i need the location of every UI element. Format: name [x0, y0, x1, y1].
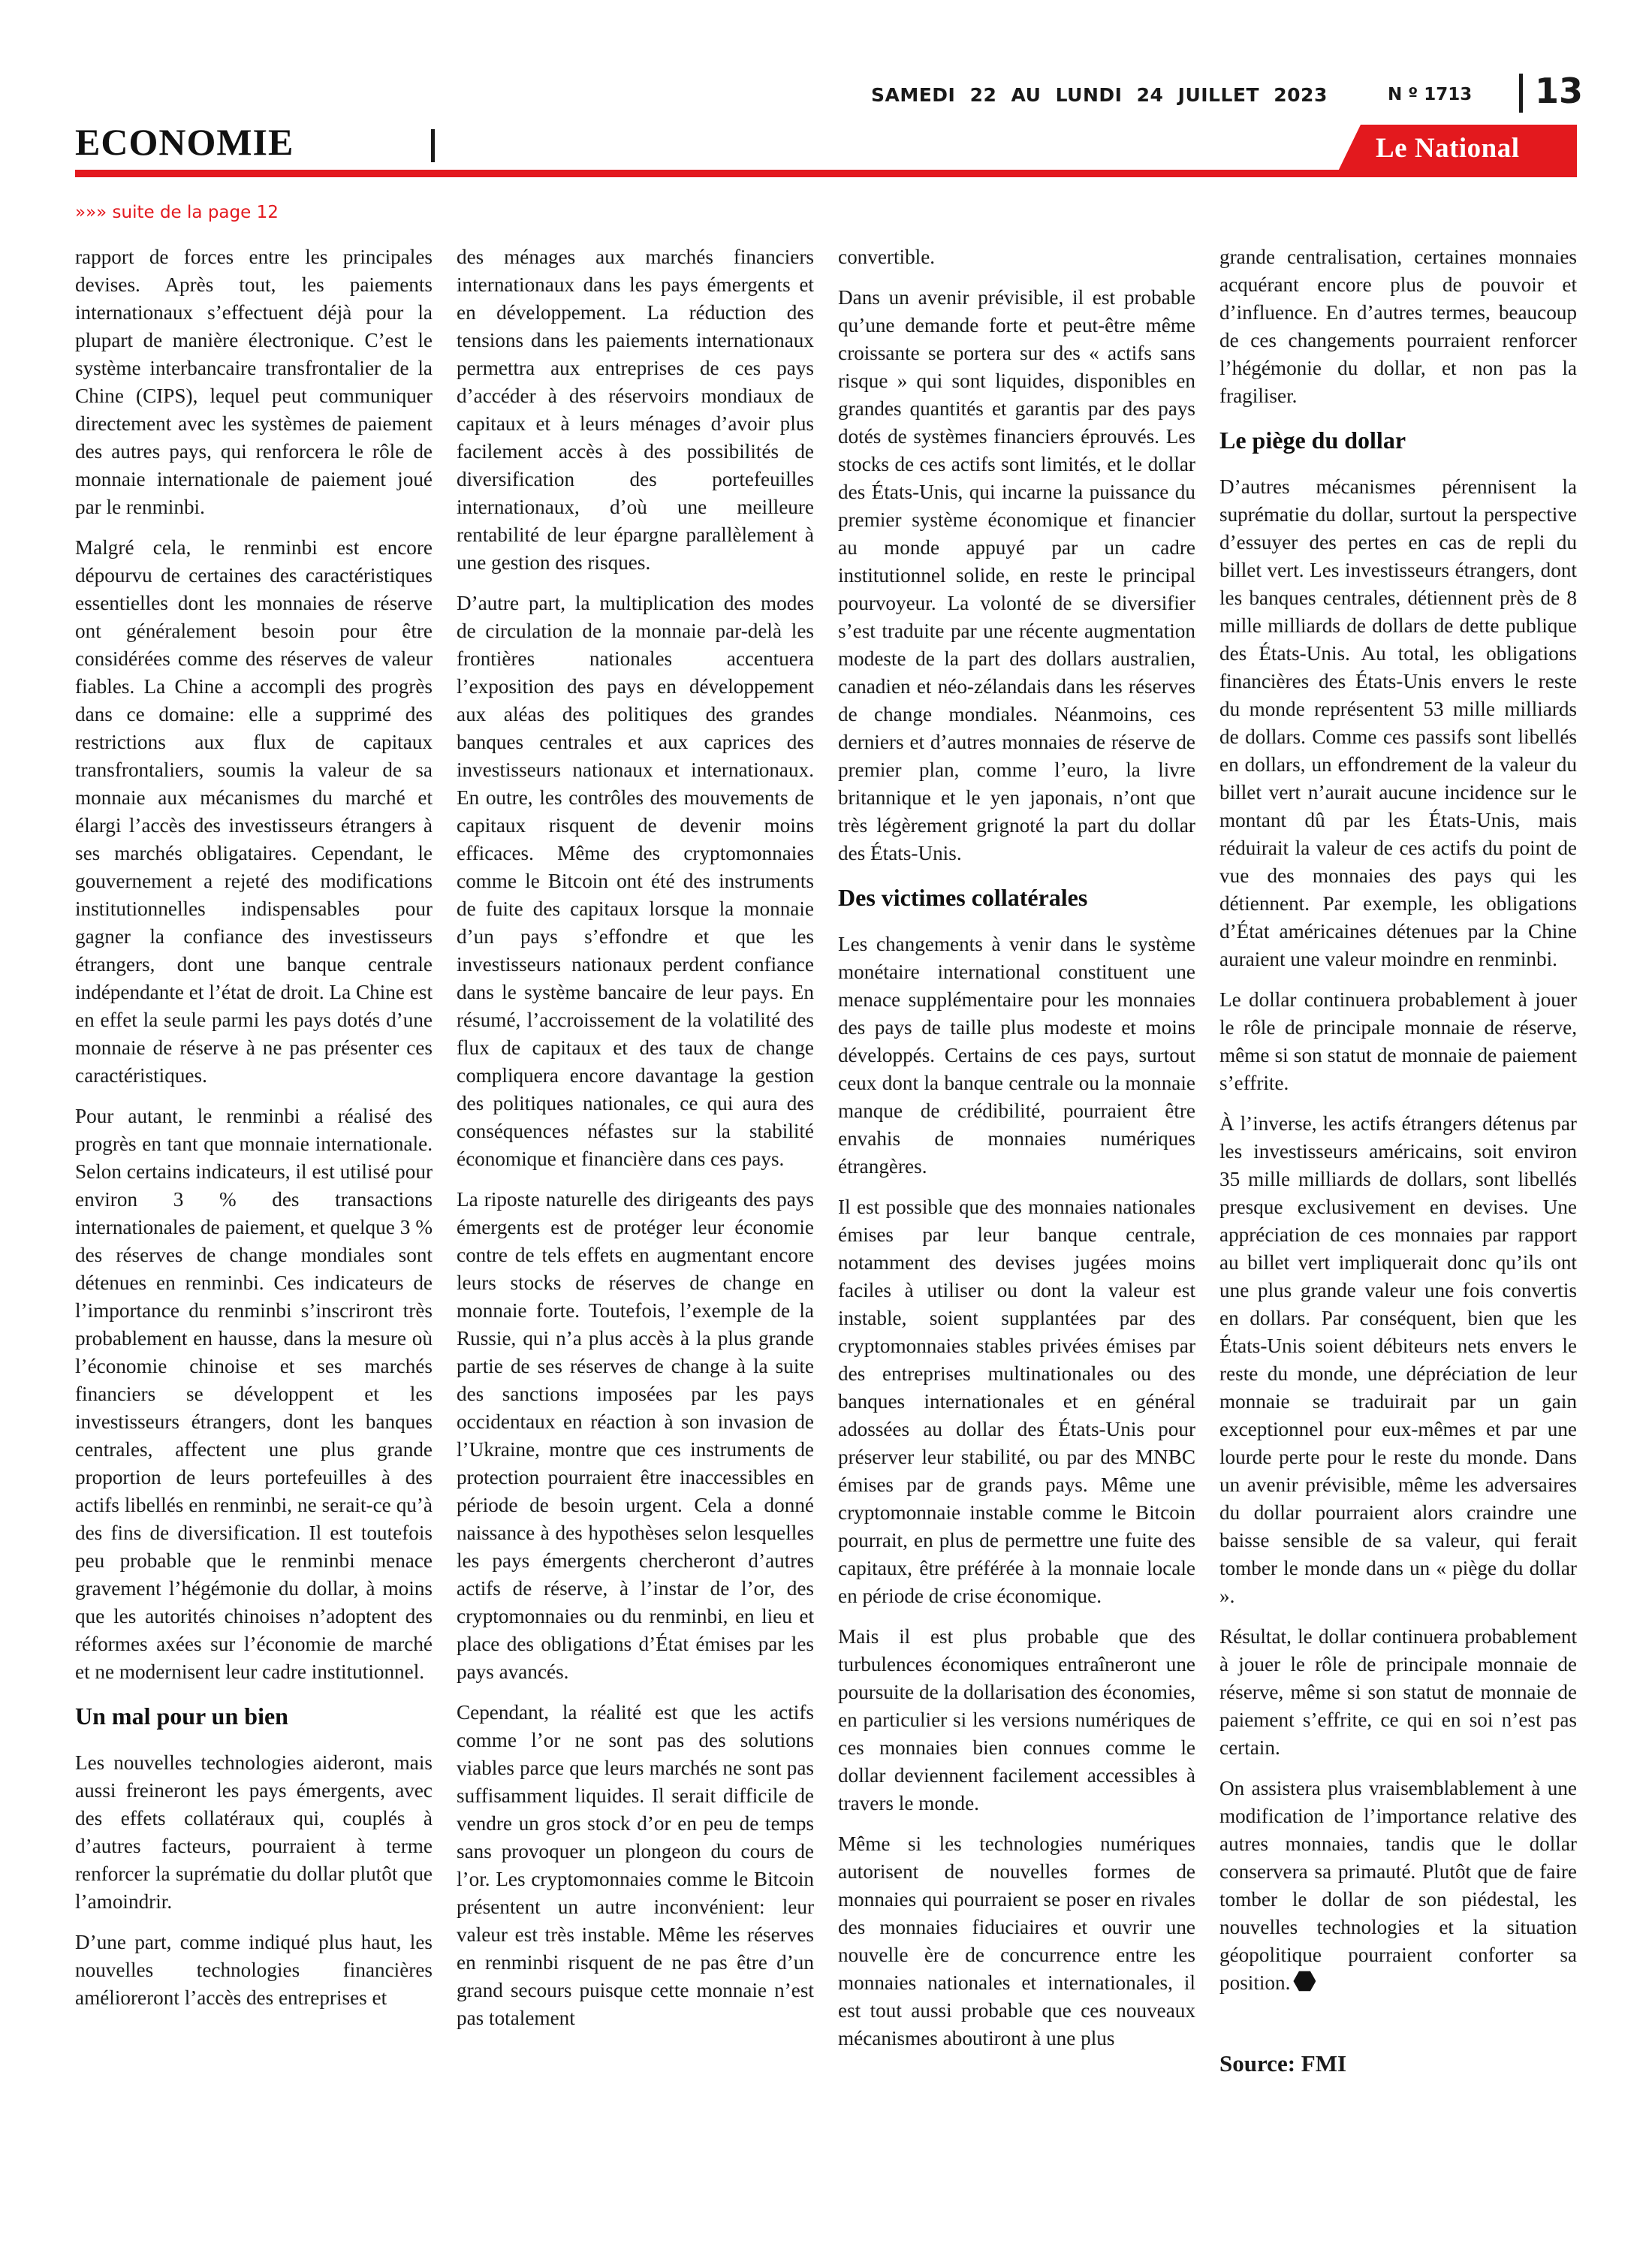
paragraph-text: Mais il est plus probable que des turbulences économiques entraîneront une poursuite de la dollarisation des économies, en particulier si les versions numériques de ces monnaies bien connues comme le dollar deviennent facilement accessibles à travers le monde. — [838, 1625, 1195, 1814]
article-paragraph — [1219, 1623, 1577, 1762]
paragraph-text: Le dollar continuera probablement à jouer le rôle de principale monnaie de réserve, même si son statut de monnaie de paiement s’effrite. — [1219, 988, 1577, 1094]
paragraph-text: D’autres mécanismes pérennisent la suprématie du dollar, surtout la perspective d’essuyer des pertes en cas de repli du billet vert. Les investisseurs étrangers, dont les banques centrales, détiennent près de 8 mille milliards de dollars de dette publique des États-Unis. Au total, les obligations financières des États-Unis envers le reste du monde représentent 53 mille milliards de dollars. Comme ces passifs sont libellés en dollars, un effondrement de la valeur du billet vert n’aurait aucune incidence sur le montant dû par les États-Unis, mais réduirait la valeur de ces actifs du point de vue des monnaies des pays qui les détiennent. Par exemple, les obligations d’État américaines détenues par la Chine auraient une valeur moindre en renminbi. — [1219, 475, 1577, 970]
paragraph-text: À l’inverse, les actifs étrangers détenus par les investisseurs américains, soit environ 35 mille milliards de dollars, sont libellés presque exclusivement en devises. Une appréciation de ces monnaies par rapport au billet vert impliquerait donc qu’ils ont une plus grande valeur une fois convertis en dollars. Par conséquent, bien que les États-Unis soient débiteurs nets envers le reste du monde, une dépréciation de leur monnaie se traduirait par un gain exceptionnel pour eux-mêmes et par une lourde perte pour le reste du monde. Dans un avenir prévisible, même les adversaires du dollar pourraient alors craindre une baisse sensible de sa valeur, qui ferait tomber le monde dans un « piège du dollar ». — [1219, 1112, 1577, 1607]
article-paragraph — [838, 1623, 1195, 1817]
article-column-3 — [838, 243, 1195, 2065]
subheading — [75, 1701, 433, 1731]
paragraph-text: Même si les technologies numériques autorisent de nouvelles formes de monnaies qui pourraient se poser en rivales des monnaies fiduciaires et ouvrir une nouvelle ère de concurrence entre les monnaies nationales et internationales, il est tout aussi probable que ces nouveaux mécanismes aboutiront à une plus — [838, 1832, 1195, 2049]
article-paragraph — [457, 1186, 814, 1686]
article-paragraph — [75, 1102, 433, 1686]
newspaper-brand: Le National — [1376, 133, 1520, 164]
paragraph-text: Les nouvelles technologies aideront, mais aussi freineront les pays émergents, avec des effets collatéraux qui, couplés à d’autres facteurs, pourraient à terme renforcer la suprématie du dollar plutôt que l’amoindrir. — [75, 1751, 433, 1913]
paragraph-text: Malgré cela, le renminbi est encore dépourvu de certaines des caractéristiques essentielles dont les monnaies de réserve ont généralement besoin pour être considérées comme des réserves de valeur fiables. La Chine a accompli des progrès dans ce domaine: elle a supprimé des restrictions aux flux de capitaux transfrontaliers, soumis la valeur de sa monnaie aux mécanismes du marché et élargi l’accès des investisseurs étrangers à ses marchés obligataires. Cependant, le gouvernement a rejeté des modifications institutionnelles indispensables pour gagner la confiance des investisseurs étrangers, dont une banque centrale indépendante et l’état de droit. La Chine est en effet la seule parmi les pays dotés d’une monnaie de réserve à ne pas présenter ces caractéristiques. — [75, 536, 433, 1087]
paragraph-text: D’une part, comme indiqué plus haut, les nouvelles technologies financières amélioreront l’accès des entreprises et — [75, 1931, 433, 2009]
article-paragraph — [75, 1749, 433, 1916]
section-title: ECONOMIE — [75, 121, 294, 163]
article-paragraph — [838, 930, 1195, 1181]
paragraph-text: Résultat, le dollar continuera probablement à jouer le rôle de principale monnaie de réserve, même si son statut de monnaie de paiement s’effrite, ce qui en soi n’est pas certain. — [1219, 1625, 1577, 1759]
article-paragraph — [457, 243, 814, 577]
article-paragraph — [838, 1830, 1195, 2052]
issue-date: SAMEDI 22 AU LUNDI 24 JUILLET 2023 — [871, 84, 1328, 106]
paragraph-text: D’autre part, la multiplication des modes de circulation de la monnaie par-delà les frontières nationales accentuera l’exposition des pays en développement aux aléas des politiques des grandes banques centrales et aux caprices des investisseurs nationaux et internationaux. En outre, les contrôles des mouvements de capitaux risquent de devenir moins efficaces. Même des cryptomonnaies comme le Bitcoin ont été des instruments de fuite des capitaux lorsque la monnaie d’un pays s’effondre et que les investisseurs nationaux perdent confiance dans le système bancaire de leur pays. En résumé, l’accroissement de la volatilité des flux de capitaux et des taux de change compliquera encore davantage la gestion des politiques nationales, ce qui aura des conséquences néfastes sur la stabilité économique et financière dans ces pays. — [457, 592, 814, 1170]
article-paragraph — [457, 1699, 814, 2032]
issue-number: N º 1713 — [1388, 85, 1473, 104]
article-paragraph — [1219, 986, 1577, 1097]
paragraph-text: Il est possible que des monnaies nationales émises par leur banque centrale, notamment des devises jugées moins faciles à utiliser ou dont la valeur est instable, soient supplantées par des cryptomonnaies stables privées émises par des entreprises multinationales ou des banques internationales et en général adossées au dollar des États-Unis pour préserver leur stabilité, ou par des MNBC émises par de grands pays. Même une cryptomonnaie instable comme le Bitcoin pourrait, en plus de permettre une fuite des capitaux, être préférée à la monnaie locale en période de crise économique. — [838, 1196, 1195, 1607]
article-source — [1219, 2049, 1577, 2077]
paragraph-text: La riposte naturelle des dirigeants des pays émergents est de protéger leur économie contre de tels effets en augmentant encore leurs stocks de réserves de change en monnaie forte. Toutefois, l’exemple de la Russie, qui n’a plus accès à la plus grande partie de ses réserves de change à la suite des sanctions imposées par les pays occidentaux en réaction à son invasion de l’Ukraine, montre que ces instruments de protection pourraient être inaccessibles en période de besoin urgent. Cela a donné naissance à des hypothèses selon lesquelles les pays émergents chercheront d’autres actifs de réserve, à l’instar de l’or, des cryptomonnaies ou du renminbi, en lieu et place des obligations d’État émises par les pays avancés. — [457, 1188, 814, 1683]
page-number: 13 — [1535, 71, 1584, 111]
paragraph-text: Les changements à venir dans le système monétaire international constituent une menace supplémentaire pour les monnaies des pays de taille plus modeste et moins développés. Certains de ces pays, surtout ceux dont la banque centrale ou la monnaie manque de crédibilité, pourraient être envahis de monnaies numériques étrangères. — [838, 933, 1195, 1178]
article-column-1 — [75, 243, 433, 2025]
article-paragraph — [75, 534, 433, 1090]
paragraph-text: Le piège du dollar — [1219, 427, 1406, 454]
article-paragraph — [1219, 243, 1577, 410]
article-paragraph — [1219, 473, 1577, 973]
article-paragraph — [838, 284, 1195, 867]
article-paragraph — [1219, 1110, 1577, 1610]
article-paragraph — [838, 1193, 1195, 1610]
paragraph-text: Cependant, la réalité est que les actifs comme l’or ne sont pas des solutions viables parce que leurs marchés ne sont pas suffisamment liquides. Il serait difficile de vendre un gros stock d’or en peu de temps sans provoquer un plongeon du cours de l’or. Les cryptomonnaies comme le Bitcoin présentent un autre inconvénient: leur valeur est très instable. Même les réserves en renminbi risquent de ne pas être d’un grand secours puisque cette monnaie n’est pas totalement — [457, 1701, 814, 2029]
paragraph-text: Dans un avenir prévisible, il est probable qu’une demande forte et peut-être même croissante se portera sur des « actifs sans risque » qui sont liquides, disponibles en grandes quantités et garantis par des pays dotés de systèmes financiers éprouvés. Les stocks de ces actifs sont limités, et le dollar des États-Unis, qui incarne la puissance du premier système économique et financier au monde appuyé par un cadre institutionnel solide, en reste le principal pourvoyeur. La volonté de se diversifier s’est traduite par une récente augmentation modeste de la part des dollars australien, canadien et néo-zélandais dans les réserves de change mondiales. Néanmoins, ces derniers et d’autres monnaies de réserve de premier plan, comme l’euro, la livre britannique et le yen japonais, n’ont que très légèrement grignoté la part du dollar des États-Unis. — [838, 286, 1195, 864]
section-divider — [431, 129, 435, 162]
paragraph-text: des ménages aux marchés financiers internationaux dans les pays émergents et en développement. La réduction des tensions dans les paiements internationaux permettra aux entreprises de ces pays d’accéder à des réservoirs mondiaux de capitaux et à leurs ménages d’avoir plus facilement accès à des possibilités de diversification des portefeuilles internationaux, d’où une meilleure rentabilité de leur épargne parallèlement à une gestion des risques. — [457, 246, 814, 574]
paragraph-text: Source: FMI — [1219, 2050, 1347, 2077]
subheading — [1219, 425, 1577, 455]
article-paragraph — [75, 243, 433, 521]
paragraph-text: convertible. — [838, 246, 936, 268]
paragraph-text: Des victimes collatérales — [838, 884, 1088, 911]
article-paragraph — [1219, 1775, 1577, 1997]
article-paragraph — [75, 1929, 433, 2012]
article-end-icon — [1293, 1970, 1316, 1992]
article-paragraph — [457, 590, 814, 1173]
paragraph-text: Un mal pour un bien — [75, 1703, 288, 1730]
article-column-2 — [457, 243, 814, 2045]
article-column-4 — [1219, 243, 1577, 2090]
paragraph-text: rapport de forces entre les principales devises. Après tout, les paiements internationaux s’effectuent déjà pour la plupart de manière électronique. C’est le système interbancaire transfrontalier de la Chine (CIPS), lequel peut communiquer directement avec les systèmes de paiement des autres pays, qui renforcera le rôle de monnaie internationale de paiement joué par le renminbi. — [75, 246, 433, 518]
paragraph-text: On assistera plus vraisemblablement à une modification de l’importance relative des autres monnaies, tandis que le dollar conservera sa primauté. Plutôt que de faire tomber le dollar de son piédestal, les nouvelles technologies et la situation géopolitique pourraient conforter sa position. — [1219, 1777, 1577, 1994]
page-number-divider — [1519, 74, 1523, 113]
paragraph-text: grande centralisation, certaines monnaies acquérant encore plus de pouvoir et d’influence. En d’autres termes, beaucoup de ces changements pourraient renforcer l’hégémonie du dollar, et non pas la fragiliser. — [1219, 246, 1577, 407]
continued-from: »»» suite de la page 12 — [75, 203, 279, 222]
paragraph-text: Pour autant, le renminbi a réalisé des progrès en tant que monnaie internationale. Selon certains indicateurs, il est utilisé pour environ 3 % des transactions internationales de paiement, et quelque 3 % des réserves de change mondiales sont détenues en renminbi. Ces indicateurs de l’importance du renminbi s’inscriront très probablement en hausse, dans la mesure où l’économie chinoise et ses marchés financiers se développent et les investisseurs étrangers, dont les banques centrales, affectent une plus grande proportion de leurs portefeuilles à des actifs libellés en renminbi, ne serait-ce qu’à des fins de diversification. Il est toutefois peu probable que le renminbi menace gravement l’hégémonie du dollar, à moins que les autorités chinoises n’adoptent des réformes axées sur l’économie de marché et ne modernisent leur cadre institutionnel. — [75, 1105, 433, 1683]
subheading — [838, 882, 1195, 912]
article-paragraph — [838, 243, 1195, 271]
